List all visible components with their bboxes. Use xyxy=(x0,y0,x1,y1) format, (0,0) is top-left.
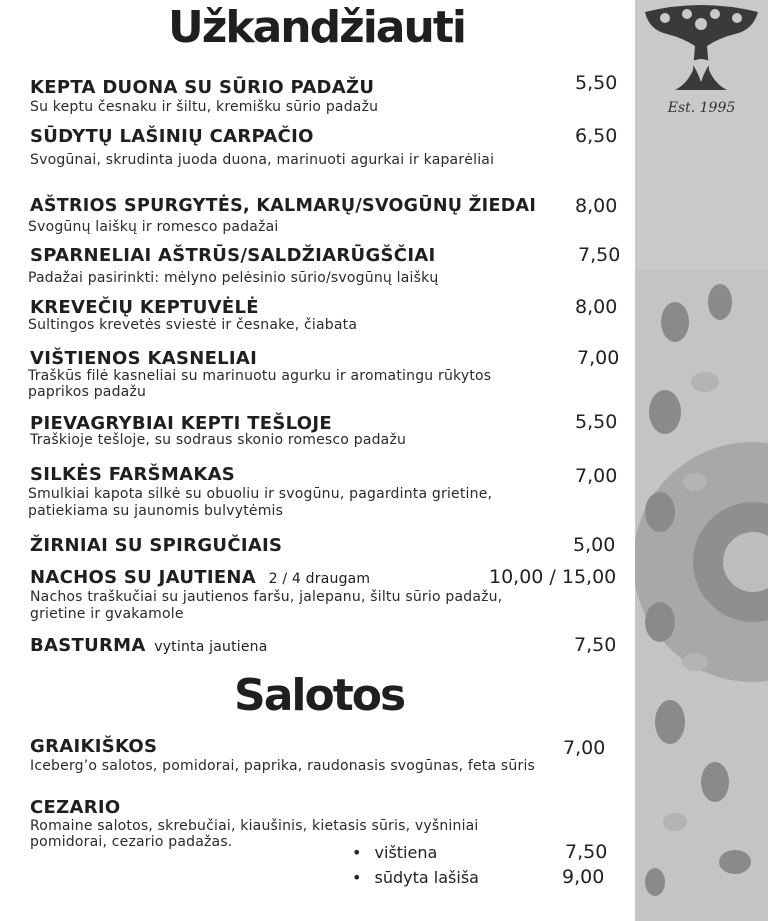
menu-item-desc: Nachos traškučiai su jautienos faršu, jalepanu, šiltu sūrio padažu, grietine ir gvakamole xyxy=(30,589,503,622)
menu-item-price: 8,00 xyxy=(575,296,618,318)
menu-item-price: 7,00 xyxy=(577,347,620,369)
menu-item-desc: Romaine salotos, skrebučiai, kiaušinis, kietasis sūris, vyšniniai pomidorai, cezario padažas. xyxy=(30,818,479,850)
menu-item-name: AŠTRIOS SPURGYTĖS, KALMARŲ/SVOGŪNŲ ŽIEDAI xyxy=(30,196,537,216)
menu-item-price: 7,50 xyxy=(574,634,617,656)
menu-item-name: SŪDYTŲ LAŠINIŲ CARPAČIO xyxy=(30,126,314,147)
menu-item-desc: Iceberg’o salotos, pomidorai, paprika, raudonasis svogūnas, feta sūris xyxy=(30,758,536,774)
option-label: vištiena xyxy=(374,843,438,862)
menu-item-price: 10,00 / 15,00 xyxy=(489,566,617,588)
tree-icon xyxy=(635,0,768,100)
menu-item-name: KREVEČIŲ KEPTUVĖLĖ xyxy=(30,297,259,318)
option-price: 9,00 xyxy=(562,866,605,888)
menu-item-desc: Su keptu česnaku ir šiltu, kremišku sūrio padažu xyxy=(30,99,379,115)
menu-item-name: VIŠTIENOS KASNELIAI xyxy=(30,348,258,369)
menu-item-desc: Svogūnai, skrudinta juoda duona, marinuoti agurkai ir kaparėliai xyxy=(30,152,495,168)
bullet-icon: • xyxy=(352,868,362,887)
decorative-sidebar xyxy=(635,0,768,921)
bullet-icon: • xyxy=(352,843,362,862)
menu-item-name: SILKĖS FARŠMAKAS xyxy=(30,464,236,485)
menu-item-price: 7,50 xyxy=(578,244,621,266)
menu-item-name: KEPTA DUONA SU SŪRIO PADAŽU xyxy=(30,77,375,98)
option-price: 7,50 xyxy=(565,841,608,863)
menu-item-portion-note: 2 / 4 draugam xyxy=(268,571,371,587)
menu-item-price: 7,00 xyxy=(563,737,606,759)
menu-item-desc: Padažai pasirinkti: mėlyno pelėsinio sūrio/svogūnų laiškų xyxy=(28,270,439,286)
menu-item-name: GRAIKIŠKOS xyxy=(30,736,158,757)
option-label: sūdyta lašiša xyxy=(374,868,479,887)
menu-item-name xyxy=(30,635,268,656)
menu-item-desc: Traškioje tešloje, su sodraus skonio romesco padažu xyxy=(30,432,407,448)
section-title-starters: Užkandžiauti xyxy=(168,2,465,53)
menu-item-name: CEZARIO xyxy=(30,797,121,818)
menu-item-desc: Sultingos krevetės sviestė ir česnake, čiabata xyxy=(28,317,358,333)
menu-item-name: ŽIRNIAI SU SPIRGUČIAIS xyxy=(30,535,283,556)
menu-item-price: 6,50 xyxy=(575,125,618,147)
menu-item-title: NACHOS SU JAUTIENA xyxy=(30,567,257,588)
section-title-salads: Salotos xyxy=(234,670,405,721)
menu-item-desc: Traškūs filė kasneliai su marinuotu agurku ir aromatingu rūkytos paprikos padažu xyxy=(28,368,492,400)
ornament-icon xyxy=(635,262,768,921)
menu-item-note: vytinta jautiena xyxy=(154,639,268,655)
option-item xyxy=(352,843,437,862)
menu-item-name xyxy=(30,567,370,588)
menu-item-name: SPARNELIAI AŠTRŪS/SALDŽIARŪGŠČIAI xyxy=(30,245,436,266)
menu-item-desc: Svogūnų laiškų ir romesco padažai xyxy=(28,219,279,235)
menu-item-name: PIEVAGRYBIAI KEPTI TEŠLOJE xyxy=(30,413,332,434)
menu-item-desc: Smulkiai kapota silkė su obuoliu ir svogūnu, pagardinta grietine, patiekiama su jaunomis bulvytėmis xyxy=(28,486,493,519)
menu-item-title: BASTURMA xyxy=(30,635,146,656)
established-year: Est. 1995 xyxy=(667,100,736,116)
menu-item-price: 5,50 xyxy=(575,411,618,433)
menu-item-price: 8,00 xyxy=(575,195,618,217)
option-item xyxy=(352,868,479,887)
menu-item-price: 7,00 xyxy=(575,465,618,487)
menu-item-price: 5,50 xyxy=(575,72,618,94)
menu-item-price: 5,00 xyxy=(573,534,616,556)
